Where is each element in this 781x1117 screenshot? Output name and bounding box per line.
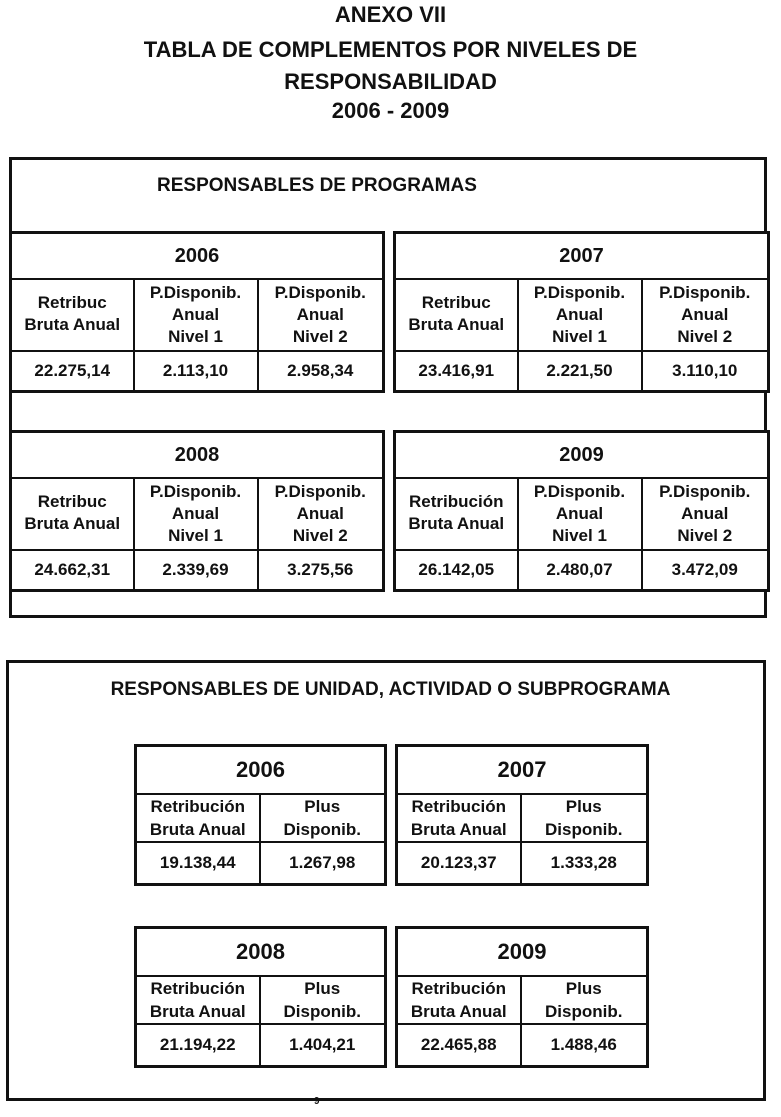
value-nivel1: 2.221,50: [518, 351, 642, 392]
col-header-nivel1: P.Disponib. Anual Nivel 1: [134, 279, 258, 351]
value-retribucion: 26.142,05: [395, 550, 518, 591]
page-number-mark: 9: [314, 1096, 320, 1107]
col-header-nivel1: P.Disponib. Anual Nivel 1: [518, 478, 642, 550]
programas-table-2006: [9, 231, 385, 393]
year-header: 2009: [397, 928, 648, 977]
unidad-table-2008: [134, 926, 387, 1068]
value-plus: 1.333,28: [521, 842, 648, 885]
year-header: 2008: [11, 432, 384, 479]
programas-table-2009: [393, 430, 770, 592]
value-nivel2: 3.275,56: [258, 550, 384, 591]
programas-table-2007: [393, 231, 770, 393]
year-header: 2006: [11, 233, 384, 280]
unidad-table-2009: [395, 926, 649, 1068]
document-title-line2: RESPONSABILIDAD: [284, 69, 497, 94]
year-header: 2006: [136, 746, 386, 795]
programas-section-title: RESPONSABLES DE PROGRAMAS: [157, 175, 477, 196]
value-nivel1: 2.113,10: [134, 351, 258, 392]
value-retribucion: 22.465,88: [397, 1024, 521, 1067]
year-header: 2007: [395, 233, 769, 280]
col-header-retribucion: Retribución Bruta Anual: [397, 976, 521, 1024]
col-header-nivel2: P.Disponib. Anual Nivel 2: [258, 478, 384, 550]
value-retribucion: 20.123,37: [397, 842, 521, 885]
col-header-nivel2: P.Disponib. Anual Nivel 2: [258, 279, 384, 351]
col-header-retribucion: Retribución Bruta Anual: [136, 976, 260, 1024]
programas-table-2008: [9, 430, 385, 592]
col-header-retribucion: Retribuc Bruta Anual: [11, 279, 134, 351]
value-retribucion: 19.138,44: [136, 842, 260, 885]
col-header-plus: Plus Disponib.: [260, 976, 386, 1024]
unidad-table-2007: [395, 744, 649, 886]
document-title-line1: TABLA DE COMPLEMENTOS POR NIVELES DE: [143, 37, 638, 62]
value-nivel1: 2.339,69: [134, 550, 258, 591]
value-retribucion: 23.416,91: [395, 351, 518, 392]
col-header-retribucion: Retribución Bruta Anual: [395, 478, 518, 550]
value-retribucion: 24.662,31: [11, 550, 134, 591]
value-plus: 1.404,21: [260, 1024, 386, 1067]
value-plus: 1.488,46: [521, 1024, 648, 1067]
col-header-retribucion: Retribución Bruta Anual: [136, 794, 260, 842]
col-header-nivel1: P.Disponib. Anual Nivel 1: [518, 279, 642, 351]
col-header-retribucion: Retribuc Bruta Anual: [395, 279, 518, 351]
year-header: 2009: [395, 432, 769, 479]
period-range: 2006 - 2009: [331, 98, 450, 123]
year-header: 2008: [136, 928, 386, 977]
value-retribucion: 21.194,22: [136, 1024, 260, 1067]
year-header: 2007: [397, 746, 648, 795]
unidad-table-2006: [134, 744, 387, 886]
col-header-plus: Plus Disponib.: [521, 976, 648, 1024]
annex-title: ANEXO VII: [334, 2, 447, 27]
col-header-nivel1: P.Disponib. Anual Nivel 1: [134, 478, 258, 550]
value-nivel1: 2.480,07: [518, 550, 642, 591]
value-retribucion: 22.275,14: [11, 351, 134, 392]
value-nivel2: 3.110,10: [642, 351, 769, 392]
col-header-retribucion: Retribuc Bruta Anual: [11, 478, 134, 550]
col-header-plus: Plus Disponib.: [521, 794, 648, 842]
col-header-retribucion: Retribución Bruta Anual: [397, 794, 521, 842]
value-plus: 1.267,98: [260, 842, 386, 885]
col-header-nivel2: P.Disponib. Anual Nivel 2: [642, 279, 769, 351]
col-header-nivel2: P.Disponib. Anual Nivel 2: [642, 478, 769, 550]
unidad-section-title: RESPONSABLES DE UNIDAD, ACTIVIDAD O SUBPROGRAMA: [110, 679, 671, 700]
col-header-plus: Plus Disponib.: [260, 794, 386, 842]
value-nivel2: 3.472,09: [642, 550, 769, 591]
value-nivel2: 2.958,34: [258, 351, 384, 392]
